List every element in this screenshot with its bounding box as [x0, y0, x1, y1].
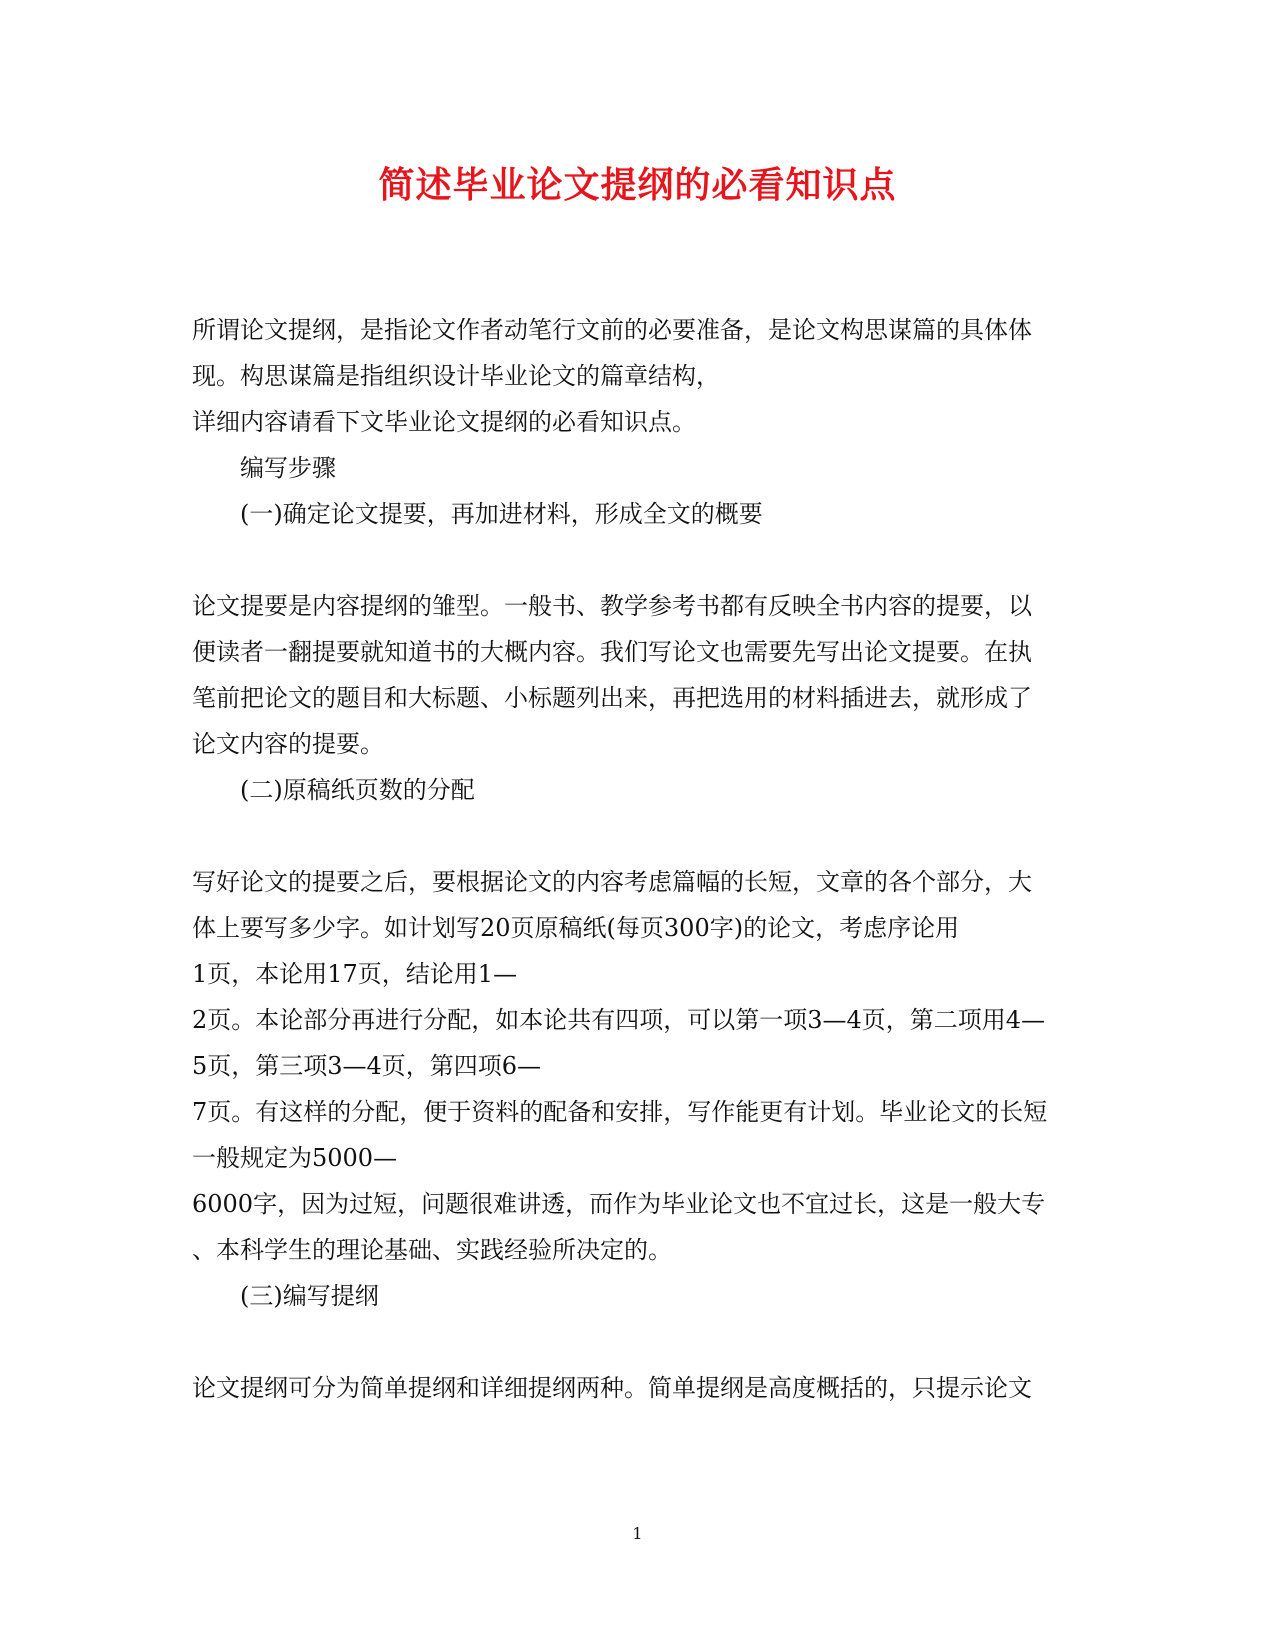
paragraph-line: 写好论文的提要之后，要根据论文的内容考虑篇幅的长短，文章的各个部分，大	[192, 868, 1032, 896]
paragraph-line: 、本科学生的理论基础、实践经验所决定的。	[192, 1236, 672, 1264]
paragraph-line: 笔前把论文的题目和大标题、小标题列出来，再把选用的材料插进去，就形成了	[192, 684, 1032, 712]
section-heading: (一)确定论文提要，再加进材料，形成全文的概要	[240, 500, 763, 528]
paragraph-line: 6000字，因为过短，问题很难讲透，而作为毕业论文也不宜过长，这是一般大专	[192, 1190, 1046, 1218]
document-title: 简述毕业论文提纲的必看知识点	[378, 164, 897, 206]
paragraph-line: 1页，本论用17页，结论用1—	[192, 960, 518, 988]
paragraph-line: 详细内容请看下文毕业论文提纲的必看知识点。	[192, 408, 696, 436]
paragraph-line: 2页。本论部分再进行分配，如本论共有四项，可以第一项3—4页，第二项用4—	[192, 1006, 1046, 1034]
section-heading: (三)编写提纲	[240, 1282, 379, 1310]
paragraph-line: 体上要写多少字。如计划写20页原稿纸(每页300字)的论文，考虑序论用	[192, 914, 960, 942]
section-heading: (二)原稿纸页数的分配	[240, 776, 475, 804]
section-heading: 编写步骤	[240, 454, 336, 482]
paragraph-line: 论文提要是内容提纲的雏型。一般书、教学参考书都有反映全书内容的提要，以	[192, 592, 1032, 620]
paragraph-line: 7页。有这样的分配，便于资料的配备和安排，写作能更有计划。毕业论文的长短	[192, 1098, 1048, 1126]
paragraph-line: 现。构思谋篇是指组织设计毕业论文的篇章结构，	[192, 362, 720, 390]
paragraph-line: 论文内容的提要。	[192, 730, 384, 758]
paragraph-line: 论文提纲可分为简单提纲和详细提纲两种。简单提纲是高度概括的，只提示论文	[192, 1374, 1032, 1402]
paragraph-line: 一般规定为5000—	[192, 1144, 398, 1172]
page-number: 1	[632, 1524, 643, 1543]
paragraph-line: 所谓论文提纲，是指论文作者动笔行文前的必要准备，是论文构思谋篇的具体体	[192, 316, 1032, 344]
paragraph-line: 5页，第三项3—4页，第四项6—	[192, 1052, 542, 1080]
paragraph-line: 便读者一翻提要就知道书的大概内容。我们写论文也需要先写出论文提要。在执	[192, 638, 1032, 666]
